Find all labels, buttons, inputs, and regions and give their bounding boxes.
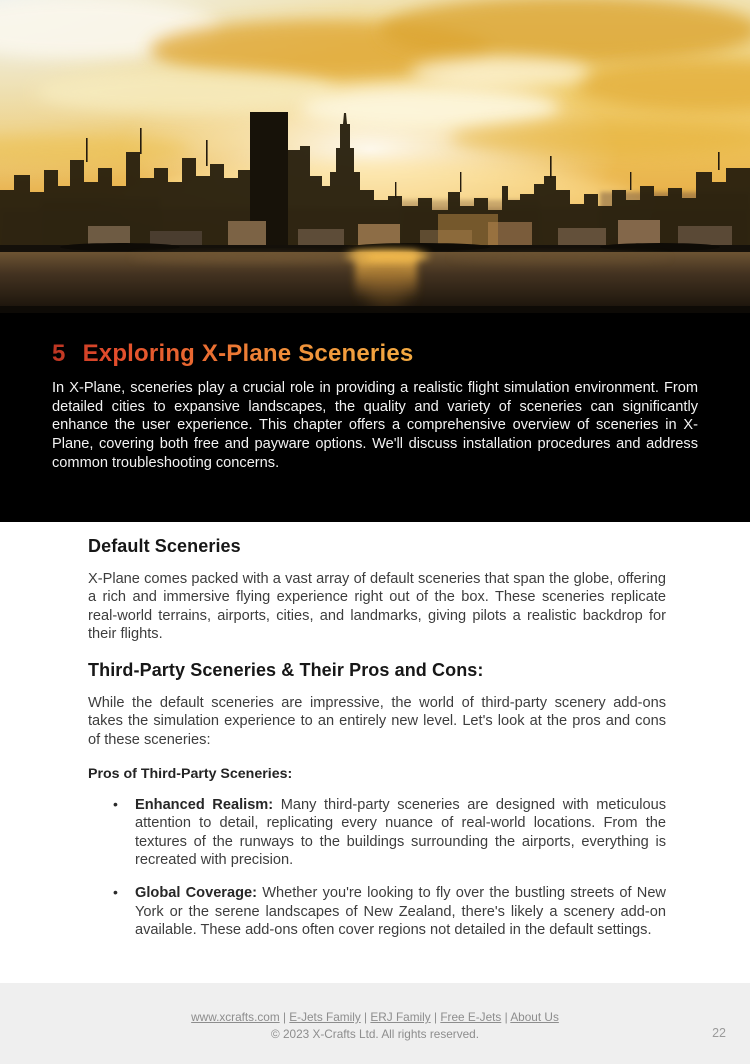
chapter-title: [52, 340, 413, 368]
heading-default-sceneries: Default Sceneries: [88, 536, 241, 556]
default-sceneries-paragraph: X-Plane comes packed with a vast array of default sceneries that span the globe, offering a rich and immersive flying experience right out of the box. These sceneries replicate real-world terrains, airports, cities, and landmarks, giving pilots a realistic backdrop for their flights.: [88, 571, 666, 642]
footer-separator: |: [364, 1010, 368, 1024]
hero-image-city-skyline-sunset: [0, 0, 750, 313]
heading-third-party-sceneries: Third-Party Sceneries & Their Pros and Cons:: [88, 660, 484, 681]
bullet-icon: •: [113, 796, 118, 813]
pros-bullet-list: [88, 796, 666, 939]
chapter-number: 5: [52, 340, 66, 367]
subheading-pros: Pros of Third-Party Sceneries:: [88, 766, 293, 783]
chapter-title-text: Exploring X-Plane Sceneries: [82, 340, 414, 367]
page-footer: [0, 983, 750, 1064]
footer-separator: |: [282, 1010, 287, 1024]
footer-separator: |: [433, 1010, 438, 1024]
list-item-enhanced-realism: [88, 796, 666, 869]
bullet-label: Global Coverage:: [135, 885, 257, 902]
footer-link-erj-family[interactable]: ERJ Family: [370, 1010, 431, 1024]
bullet-text: Whether you're looking to fly over the bustling streets of New York or the serene landscapes of New Zealand, there's likely a scenery add-on available. These add-ons often cover regions not detailed in the default settings.: [135, 885, 666, 938]
footer-link-website[interactable]: www.xcrafts.com: [191, 1010, 280, 1024]
footer-copyright: © 2023 X-Crafts Ltd. All rights reserved.: [270, 1027, 480, 1041]
footer-separator: |: [504, 1010, 508, 1024]
main-content: [0, 522, 750, 983]
footer-link-free-e-jets[interactable]: Free E-Jets: [440, 1010, 502, 1024]
chapter-intro-section: [0, 313, 750, 522]
chapter-intro-paragraph: In X-Plane, sceneries play a crucial role in providing a realistic flight simulation environment. From detailed cities to expansive landscapes, the quality and variety of sceneries can significantly enhance the user experience. This chapter offers a comprehensive overview of sceneries in X-Plane, covering both free and payware options. We'll discuss installation procedures and address common troubleshooting concerns.: [52, 380, 698, 471]
footer-links-row: [0, 1010, 750, 1025]
footer-link-e-jets-family[interactable]: E-Jets Family: [289, 1010, 361, 1024]
bullet-label: Enhanced Realism:: [135, 797, 274, 814]
third-party-paragraph: While the default sceneries are impressive, the world of third-party scenery add-ons takes the simulation experience to an entirely new level. Let's look at the pros and cons of these sceneries:: [88, 695, 666, 748]
footer-link-about-us[interactable]: About Us: [510, 1010, 559, 1024]
bullet-text: Many third-party sceneries are designed with meticulous attention to detail, replicating every nuance of real-world locations. From the textures of the runways to the buildings surrounding the airports, everything is recreated with precision.: [135, 797, 666, 868]
list-item-global-coverage: [88, 884, 666, 939]
bullet-icon: •: [113, 884, 118, 901]
page-number: 22: [712, 1026, 726, 1040]
